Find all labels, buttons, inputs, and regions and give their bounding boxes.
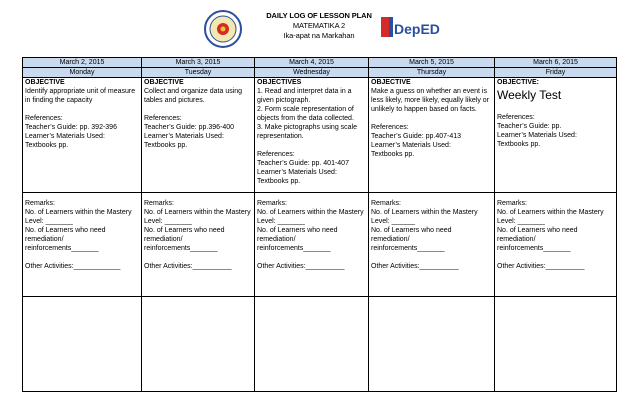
objectives-row bbox=[23, 78, 617, 193]
references-text: Teacher’s Guide: pp. 392-396 Learner’s Materials Used: Textbooks pp. bbox=[25, 124, 117, 149]
remarks-cell: Remarks: No. of Learners within the Mastery Level: _______ No. of Learners who need remediation/ reinforcements_______ Other Activities:__________ bbox=[255, 193, 369, 297]
blank-cell bbox=[255, 297, 369, 392]
objective-label: OBJECTIVE bbox=[25, 79, 65, 86]
document-subject: MATEMATIKA 2 bbox=[292, 21, 346, 30]
objective-text: Collect and organize data using tables and pictures. bbox=[144, 88, 243, 104]
references-label: References: bbox=[497, 114, 535, 121]
deped-logo-icon bbox=[380, 12, 440, 44]
day-cell: Tuesday bbox=[142, 68, 255, 78]
date-cell: March 5, 2015 bbox=[369, 58, 495, 68]
date-cell: March 3, 2015 bbox=[142, 58, 255, 68]
document-quarter: Ika-apat na Markahan bbox=[283, 31, 355, 40]
remarks-row bbox=[23, 193, 617, 297]
remarks-cell: Remarks: No. of Learners within the Mastery Level: ______ No. of Learners who need remediation/ reinforcements_______ Other Activities:__________ bbox=[369, 193, 495, 297]
blank-cell bbox=[369, 297, 495, 392]
references-label: References: bbox=[371, 124, 409, 131]
date-cell: March 4, 2015 bbox=[255, 58, 369, 68]
blank-cell bbox=[495, 297, 617, 392]
objective-label: OBJECTIVE bbox=[144, 79, 184, 86]
references-text: Teacher’s Guide: pp. Learner’s Materials Used: Textbooks pp. bbox=[497, 123, 577, 148]
objective-text: Identify appropriate unit of measure in finding the capacity bbox=[25, 88, 136, 104]
document-title: DAILY LOG OF LESSON PLAN bbox=[266, 11, 372, 20]
blank-notes-row bbox=[23, 297, 617, 392]
references-text: Teacher’s Guide: pp.396-400 Learner’s Materials Used: Textbooks pp. bbox=[144, 124, 235, 149]
objective-label: OBJECTIVE: bbox=[497, 79, 540, 86]
deped-logo-text: DepED bbox=[394, 21, 440, 37]
remarks-cell: Remarks: No. of Learners within the Mastery Level: _______ No. of Learners who need remediation/ reinforcements_______ Other Activities:__________ bbox=[142, 193, 255, 297]
objective-text: 1. Read and interpret data in a given pictograph. 2. Form scale representation of objects from the data collected. 3. Make pictographs using scale representation. bbox=[257, 88, 357, 140]
references-label: References: bbox=[144, 115, 182, 122]
objective-cell-wednesday bbox=[255, 78, 369, 193]
blank-cell bbox=[142, 297, 255, 392]
references-label: References: bbox=[25, 115, 63, 122]
objective-cell-monday bbox=[23, 78, 142, 193]
objective-label: OBJECTIVES bbox=[257, 79, 302, 86]
day-cell: Thursday bbox=[369, 68, 495, 78]
weekly-test-text: Weekly Test bbox=[497, 88, 562, 102]
objective-label: OBJECTIVE bbox=[371, 79, 411, 86]
objective-text: Make a guess on whether an event is less likely, more likely, equally likely or unlikely to happen based on facts. bbox=[371, 88, 489, 113]
objective-cell-thursday bbox=[369, 78, 495, 193]
days-row bbox=[23, 68, 617, 78]
remarks-cell: Remarks: No. of Learners within the Mastery Level: _______ No. of Learners who need remediation/ reinforcements_______ Other Activities:__________ bbox=[495, 193, 617, 297]
remarks-cell: Remarks: No. of Learners within the Mastery Level: _______ No. of Learners who need remediation/ reinforcements_______ Other Activities:____________ bbox=[23, 193, 142, 297]
date-cell: March 2, 2015 bbox=[23, 58, 142, 68]
objective-cell-tuesday bbox=[142, 78, 255, 193]
day-cell: Friday bbox=[495, 68, 617, 78]
references-text: Teacher’s Guide: pp.407-413 Learner’s Materials Used: Textbooks pp. bbox=[371, 133, 462, 158]
lesson-log-table bbox=[22, 57, 617, 392]
blank-cell bbox=[23, 297, 142, 392]
references-label: References: bbox=[257, 151, 295, 158]
objective-cell-friday bbox=[495, 78, 617, 193]
references-text: Teacher’s Guide: pp. 401-407 Learner’s Materials Used: Textbooks pp. bbox=[257, 160, 349, 185]
document-header bbox=[0, 0, 638, 56]
date-cell: March 6, 2015 bbox=[495, 58, 617, 68]
day-cell: Monday bbox=[23, 68, 142, 78]
dates-row bbox=[23, 58, 617, 68]
day-cell: Wednesday bbox=[255, 68, 369, 78]
